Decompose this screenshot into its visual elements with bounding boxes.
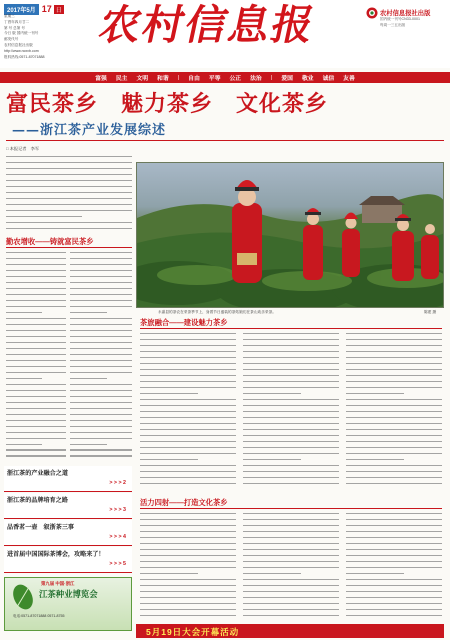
text-line (140, 591, 236, 592)
text-line (140, 453, 236, 454)
index-item-title: 进首届中国国际茶博会，攻略来了！ (7, 551, 105, 558)
text-line (6, 228, 132, 229)
text-line (243, 375, 339, 376)
index-item-page: > > > 3 (109, 507, 126, 513)
text-line (70, 264, 132, 265)
text-line (140, 609, 236, 610)
text-line (346, 381, 442, 382)
text-line (6, 432, 66, 433)
text-line (140, 381, 236, 382)
text-line (346, 435, 442, 436)
text-line (6, 300, 66, 301)
subheadline: ——浙江茶产业发展综述 (12, 123, 167, 138)
slogan-word: 民主 (115, 76, 128, 82)
text-line (6, 336, 66, 337)
text-line (6, 444, 42, 445)
text-line (6, 252, 66, 253)
text-line (243, 405, 339, 406)
index-item[interactable] (4, 547, 132, 573)
text-line (70, 449, 132, 450)
text-line (6, 282, 66, 283)
text-line (6, 372, 66, 373)
body-column (346, 333, 442, 493)
tea-leaf-icon (9, 582, 37, 612)
expo-advertisement[interactable] (4, 577, 132, 631)
text-line (346, 363, 442, 364)
index-item-title: 浙江茶的产业融合之道 (7, 470, 68, 477)
text-line (243, 435, 339, 436)
text-line (70, 342, 132, 343)
text-line (70, 360, 132, 361)
text-line (140, 339, 236, 340)
text-line (140, 477, 236, 478)
bottom-banner (136, 624, 444, 638)
text-line (243, 459, 301, 460)
slogan-word: 自由 (188, 76, 200, 82)
text-line (6, 288, 66, 289)
text-line (243, 519, 339, 520)
section-rule (140, 508, 442, 509)
text-line (346, 573, 404, 574)
text-line (346, 393, 404, 394)
text-line (140, 333, 236, 334)
text-line (140, 531, 236, 532)
ad-contact: 电话:0571-87071888 0571-8755 (13, 614, 65, 618)
text-line (243, 357, 339, 358)
slogan-separator: | (270, 74, 273, 81)
text-line (243, 615, 339, 616)
text-line (140, 549, 236, 550)
text-line (70, 414, 132, 415)
info-line: 星期三 (4, 14, 15, 18)
body-column (346, 513, 442, 621)
text-line (243, 609, 339, 610)
text-line (6, 312, 42, 313)
text-line (140, 573, 198, 574)
text-line (140, 447, 236, 448)
slogan-word: 爱国 (281, 76, 293, 82)
text-line (6, 156, 132, 157)
text-line (243, 411, 339, 412)
text-line (70, 324, 132, 325)
text-line (140, 483, 236, 484)
tea-pickers-illustration (137, 163, 444, 308)
body-column (6, 252, 66, 462)
text-line (346, 387, 442, 388)
index-item-page: > > > 5 (109, 561, 126, 567)
text-line (70, 402, 132, 403)
text-line (70, 306, 132, 307)
text-line (243, 453, 339, 454)
text-line (140, 435, 236, 436)
text-line (140, 411, 236, 412)
text-line (243, 573, 301, 574)
text-line (6, 455, 66, 456)
slogan-word: 法治 (250, 76, 262, 82)
text-line (6, 306, 66, 307)
text-line (243, 471, 339, 472)
text-line (346, 549, 442, 550)
text-line (70, 432, 132, 433)
weekday-tag: 日 (54, 5, 64, 14)
text-line (70, 378, 107, 379)
text-line (243, 399, 339, 400)
text-line (70, 282, 132, 283)
text-line (6, 264, 66, 265)
issue-date: 2017年5月 (4, 4, 39, 15)
text-line (6, 354, 66, 355)
text-line (346, 525, 442, 526)
text-line (243, 513, 339, 514)
text-line (6, 438, 66, 439)
text-line (70, 438, 132, 439)
text-line (70, 420, 132, 421)
text-line (140, 417, 236, 418)
text-line (140, 345, 236, 346)
ad-kicker: 第九届 中国·浙江 (41, 581, 75, 586)
body-column (140, 513, 236, 621)
text-line (6, 318, 66, 319)
text-line (70, 372, 132, 373)
text-line (70, 396, 132, 397)
info-line: 报料热线:0571-87071888 (4, 54, 45, 59)
text-line (70, 408, 132, 409)
text-line (346, 555, 442, 556)
text-line (70, 390, 132, 391)
text-line (6, 414, 66, 415)
bottom-banner-text: 5月19日大会开幕活动 (146, 627, 240, 637)
text-line (140, 405, 236, 406)
text-line (346, 543, 442, 544)
text-line (140, 513, 236, 514)
text-line (140, 399, 236, 400)
tea-picking-photo (136, 162, 444, 308)
section-rule (6, 247, 132, 248)
text-line (346, 483, 442, 484)
text-line (6, 402, 66, 403)
text-line (6, 348, 66, 349)
index-item-title: 品香茗一壶 叙浙茶三事 (7, 524, 75, 531)
text-line (6, 426, 66, 427)
text-line (243, 603, 339, 604)
slogan-word: 友善 (343, 76, 355, 82)
text-line (346, 471, 442, 472)
text-line (6, 174, 132, 175)
body-column (243, 333, 339, 493)
text-line (70, 455, 132, 456)
text-line (243, 525, 339, 526)
info-line: 第 号 总第 号 (4, 25, 25, 30)
index-item-page: > > > 2 (109, 480, 126, 486)
text-line (243, 465, 339, 466)
text-line (346, 519, 442, 520)
slogan-word: 文明 (136, 76, 149, 82)
text-line (346, 579, 442, 580)
text-line (140, 585, 236, 586)
text-line (6, 378, 42, 379)
text-line (70, 318, 132, 319)
text-line (6, 162, 132, 163)
text-line (346, 615, 442, 616)
text-line (346, 591, 442, 592)
text-line (6, 168, 132, 169)
text-line (6, 258, 66, 259)
byline: □ 本报记者 李军 (6, 146, 40, 151)
headline-rule (6, 140, 444, 141)
slogan-word: 平等 (208, 76, 221, 82)
publisher-box (380, 8, 446, 28)
text-line (243, 579, 339, 580)
section-heading: 茶旅融合——建设魅力茶乡 (140, 318, 228, 327)
text-line (140, 525, 236, 526)
text-line (243, 363, 339, 364)
text-line (243, 531, 339, 532)
inside-index (4, 466, 132, 574)
text-line (140, 555, 236, 556)
text-line (243, 417, 339, 418)
text-line (346, 477, 442, 478)
text-line (6, 192, 132, 193)
text-line (346, 339, 442, 340)
index-item[interactable] (4, 493, 132, 519)
text-line (70, 270, 132, 271)
text-line (243, 549, 339, 550)
text-line (346, 447, 442, 448)
text-line (346, 369, 442, 370)
text-line (140, 543, 236, 544)
text-line (346, 405, 442, 406)
text-line (140, 465, 236, 466)
text-line (6, 210, 132, 211)
text-line (243, 447, 339, 448)
text-line (6, 222, 132, 223)
info-line: 丁酉年四月廿二 (4, 19, 30, 24)
text-line (140, 351, 236, 352)
text-line (346, 345, 442, 346)
text-line (243, 441, 339, 442)
index-item-title: 浙江茶的品牌培育之路 (7, 497, 68, 504)
issue-day: 17 (41, 4, 52, 14)
text-line (140, 567, 236, 568)
text-line (70, 366, 132, 367)
text-line (346, 429, 442, 430)
text-line (6, 384, 66, 385)
text-line (243, 567, 339, 568)
text-line (346, 531, 442, 532)
text-line (346, 399, 442, 400)
info-line: 今日 版 国内统一刊号 (4, 31, 39, 36)
slogan-word: 公正 (229, 76, 242, 82)
ad-title: 江茶种业博览会 (39, 589, 98, 599)
text-line (140, 429, 236, 430)
intro-paragraph (6, 156, 132, 236)
slogan-separator: | (177, 74, 180, 81)
text-line (70, 426, 132, 427)
text-line (346, 333, 442, 334)
text-line (140, 519, 236, 520)
text-line (243, 339, 339, 340)
text-line (6, 204, 132, 205)
text-line (243, 597, 339, 598)
text-line (6, 360, 66, 361)
slogan-word: 敬业 (301, 76, 314, 82)
slogan-word: 诚信 (322, 76, 335, 82)
text-line (243, 381, 339, 382)
text-line (140, 393, 198, 394)
text-line (70, 384, 132, 385)
info-line: 邮发代号 (4, 37, 19, 42)
text-line (70, 258, 132, 259)
text-line (70, 294, 132, 295)
text-line (6, 270, 66, 271)
text-line (70, 288, 132, 289)
text-line (243, 351, 339, 352)
text-line (6, 198, 132, 199)
text-line (6, 330, 66, 331)
text-line (6, 449, 66, 450)
text-line (346, 609, 442, 610)
text-line (140, 441, 236, 442)
text-line (346, 351, 442, 352)
info-line: 农村信息报社出版 (4, 42, 33, 47)
text-line (346, 417, 442, 418)
text-line (140, 459, 198, 460)
text-line (346, 411, 442, 412)
text-line (243, 585, 339, 586)
publisher-sub: 每周一三五出版 (380, 22, 406, 27)
photo-caption: 永嘉县的茶农在采茶季节上，身着节日盛装的茶姑娘们在茶山欢乐采茶。 (158, 310, 276, 314)
text-line (243, 537, 339, 538)
text-line (243, 423, 339, 424)
text-line (70, 354, 132, 355)
text-line (346, 453, 442, 454)
section-heading: 勤农增收——铸就富民茶乡 (6, 237, 94, 246)
text-line (70, 336, 132, 337)
publisher-sub: 国内统一刊号CN33-0001 (380, 17, 420, 21)
text-line (6, 324, 66, 325)
text-line (346, 375, 442, 376)
index-item[interactable] (4, 466, 132, 492)
text-line (346, 567, 442, 568)
text-line (70, 276, 132, 277)
text-line (346, 423, 442, 424)
index-item[interactable] (4, 520, 132, 546)
text-line (6, 186, 132, 187)
text-line (243, 369, 339, 370)
section-heading: 活力四射——打造文化茶乡 (140, 498, 228, 507)
text-line (70, 300, 132, 301)
body-column (243, 513, 339, 621)
text-line (346, 537, 442, 538)
text-line (346, 561, 442, 562)
core-values-bar (0, 72, 450, 83)
text-line (243, 477, 339, 478)
text-line (243, 543, 339, 544)
text-line (243, 429, 339, 430)
text-line (70, 444, 107, 445)
text-line (346, 465, 442, 466)
text-line (140, 363, 236, 364)
date-block (4, 4, 86, 60)
text-line (243, 333, 339, 334)
text-line (346, 585, 442, 586)
text-line (243, 345, 339, 346)
text-line (243, 483, 339, 484)
photo-credit: 陈建 摄 (424, 310, 437, 314)
body-column (70, 252, 132, 462)
text-line (140, 423, 236, 424)
body-column (140, 333, 236, 493)
text-line (6, 180, 132, 181)
text-line (70, 330, 132, 331)
date-line (4, 4, 86, 14)
text-line (70, 312, 107, 313)
text-line (140, 537, 236, 538)
text-line (243, 555, 339, 556)
text-line (6, 366, 66, 367)
text-line (6, 420, 66, 421)
text-line (140, 357, 236, 358)
text-line (140, 387, 236, 388)
headline: 富民茶乡 魅力茶乡 文化茶乡 (6, 91, 329, 117)
text-line (243, 387, 339, 388)
text-line (6, 408, 66, 409)
newspaper-logo: 农村信息报 (94, 1, 321, 49)
text-line (346, 597, 442, 598)
index-item-page: > > > 4 (109, 534, 126, 540)
text-line (346, 603, 442, 604)
text-line (140, 471, 236, 472)
masthead (0, 0, 450, 68)
text-line (140, 597, 236, 598)
slogan-word: 富强 (95, 76, 107, 82)
info-line: http://www.ncxxb.com (4, 48, 39, 53)
text-line (140, 615, 236, 616)
text-line (140, 375, 236, 376)
publisher-name: 农村信息报社出版 (380, 10, 431, 17)
text-line (6, 294, 66, 295)
text-line (346, 513, 442, 514)
text-line (140, 561, 236, 562)
text-line (346, 357, 442, 358)
text-line (6, 216, 82, 217)
text-line (6, 396, 66, 397)
text-line (243, 591, 339, 592)
section-rule (140, 328, 442, 329)
text-line (6, 276, 66, 277)
publisher-emblem-icon (366, 7, 378, 19)
text-line (70, 252, 132, 253)
text-line (140, 603, 236, 604)
text-line (346, 441, 442, 442)
text-line (6, 342, 66, 343)
text-line (140, 369, 236, 370)
text-line (243, 393, 301, 394)
text-line (140, 579, 236, 580)
slogan-word: 和谐 (157, 76, 169, 82)
text-line (70, 348, 132, 349)
text-line (346, 459, 404, 460)
text-line (243, 561, 339, 562)
text-line (6, 390, 66, 391)
